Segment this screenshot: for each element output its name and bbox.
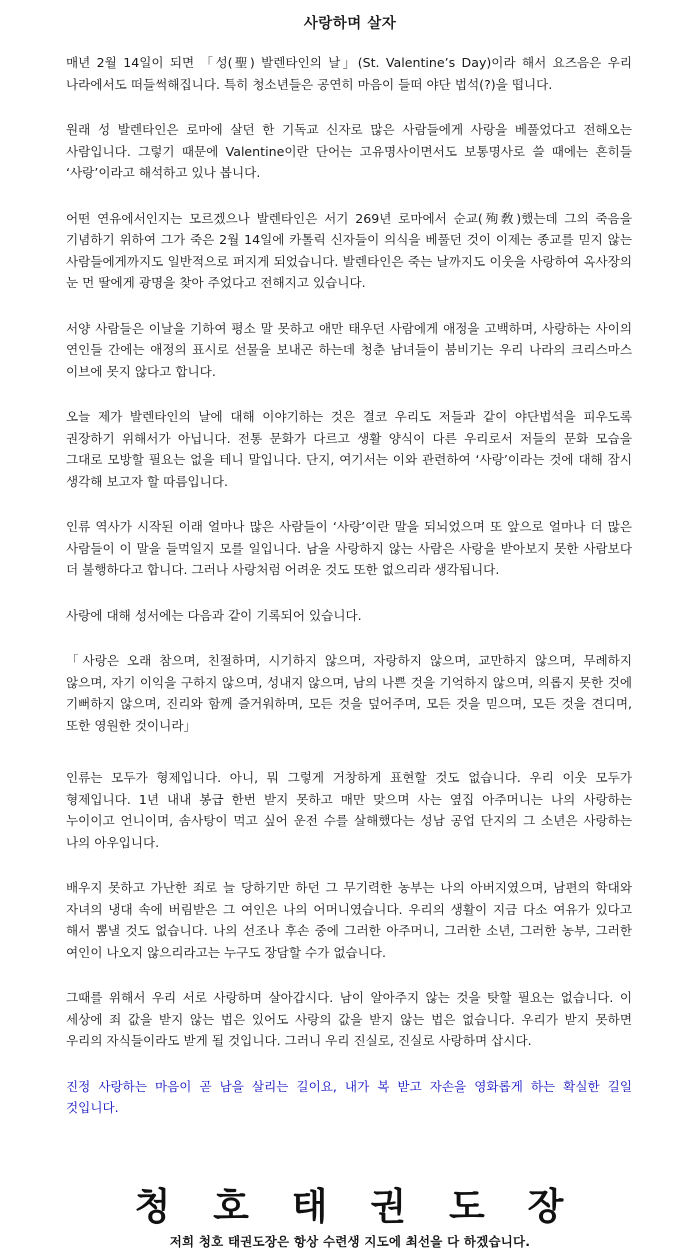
paragraph-bible-quote: 「사랑은 오래 참으며, 친절하며, 시기하지 않으며, 자랑하지 않으며, 교만하지 않으며, 무례하지 않으며, 자기 이익을 구하지 않으며, 성내지 않으며, 남의 나쁜 것을 기억하지 않으며, 의롭지 못한 것에 기뻐하지 않으며, 진리와 함께 즐거워하며, 모든 것을 덮어주며, 모든 것을 믿으며, 모든 것을 견디며, 또한 영원한 것이니라」 <box>66 653 632 733</box>
paragraph-martyrdom: 어떤 연유에서인지는 모르겠으나 발렌타인은 서기 269년 로마에서 순교(殉敎)했는데 그의 죽음을 기념하기 위하여 그가 죽은 2월 14일에 카톨릭 신자들이 의식을 베풀던 것이 이제는 종교를 믿지 않는 사람들에게까지도 일반적으로 퍼지게 되었습니다. 발렌타인은 죽는 날까지도 이웃을 사랑하여 옥사장의 눈 먼 딸에게 광명을 찾아 주었다고 전해지고 있습니다. <box>66 210 632 290</box>
page-title: 사랑하며 살자 <box>303 16 397 32</box>
paragraph-saint-valentine-origin: 원래 성 발렌타인은 로마에 살던 한 기독교 신자로 많은 사람들에게 사랑을 베풀었다고 전해오는 사람입니다. 그렇기 때문에 Valentine이란 단어는 고유명사이면서도 보통명사로 쓸 때에는 흔히들 ‘사랑’이라고 해석하고 있나 봅니다. <box>66 122 632 180</box>
paragraph-purpose: 오늘 제가 발렌타인의 날에 대해 이야기하는 것은 결코 우리도 저들과 같이 야단법석을 피우도록 권장하기 위해서가 아닙니다. 전통 문화가 다르고 생활 양식이 다른 우리로서 저들의 문화 모습을 그대로 모방할 필요는 없을 테니 말입니다. 단지, 여기서는 이와 관련하여 ‘사랑’이라는 것에 대해 잠시 생각해 보고자 할 따름입니다. <box>66 409 632 489</box>
paragraph-western-custom: 서양 사람들은 이날을 기하여 평소 말 못하고 애만 태우던 사람에게 애정을 고백하며, 사랑하는 사이의 연인들 간에는 애정의 표시로 선물을 보내곤 하는데 청춘 남녀들이 붐비기는 우리 나라의 크리스마스 이브에 못지 않다고 합니다. <box>66 320 632 379</box>
paragraph-bible-intro: 사랑에 대해 성서에는 다음과 같이 기록되어 있습니다. <box>66 607 362 623</box>
dojang-name: 청 호 태 권 도 장 <box>134 1184 566 1228</box>
paragraph-brotherhood: 인류는 모두가 형제입니다. 아니, 뭐 그렇게 거창하게 표현할 것도 없습니다. 우리 이웃 모두가 형제입니다. 1년 내내 봉급 한번 받지 못하고 매만 맞으며 사는 옆집 아주머니는 나의 사랑하는 누이이고 언니이며, 솜사탕이 먹고 싶어 운전 수를 살해했다는 성남 공업 단지의 그 소년은 사랑하는 나의 아우입니다. <box>66 770 632 850</box>
dojang-slogan: 저희 청호 태권도장은 항상 수련생 지도에 최선을 다 하겠습니다. <box>169 1234 531 1249</box>
paragraph-love-each-other: 그때를 위해서 우리 서로 사랑하며 살아갑시다. 남이 알아주지 않는 것을 탓할 필요는 없습니다. 이 세상에 죄 값을 받지 않는 법은 있어도 사랑의 값을 받지 않는 법은 없습니다. 우리가 받지 못하면 우리의 자식들이라도 받게 될 것입니다. 그러니 우리 진실로, 진실로 사랑하며 삽시다. <box>66 990 632 1048</box>
paragraph-human-history: 인류 역사가 시작된 이래 얼마나 많은 사람들이 ‘사랑’이란 말을 되뇌었으며 또 앞으로 얼마나 더 많은 사람들이 이 말을 들먹일지 모를 일입니다. 남을 사랑하지 않는 사람은 사랑을 받아보지 못한 사람보다 더 불행하다고 합니다. 그러나 사랑처럼 어려운 것도 또한 없으리라 생각됩니다. <box>66 519 632 577</box>
article-body <box>66 52 632 1143</box>
paragraph-ancestors: 배우지 못하고 가난한 죄로 늘 당하기만 하던 그 무기력한 농부는 나의 아버지였으며, 남편의 학대와 자녀의 냉대 속에 버림받은 그 여인은 나의 어머니였습니다. 우리의 생활이 지금 다소 여유가 있다고 해서 뽐낼 것도 없습니다. 나의 선조나 후손 중에 그러한 아주머니, 그러한 소년, 그러한 농부, 그러한 여인이 나오지 않으리라고는 누구도 장담할 수가 없습니다. <box>66 880 632 960</box>
paragraph-valentines-day: 매년 2월 14일이 되면 「성(聖) 발렌타인의 날」(St. Valentine’s Day)이라 해서 요즈음은 우리 나라에서도 떠들썩해집니다. 특히 청소년들은 공연히 마음이 들떠 야단 법석(?)을 떱니다. <box>66 55 632 92</box>
closing-paragraph: 진정 사랑하는 마음이 곧 남을 살리는 길이요, 내가 복 받고 자손을 영화롭게 하는 확실한 길일 것입니다. <box>66 1078 632 1115</box>
